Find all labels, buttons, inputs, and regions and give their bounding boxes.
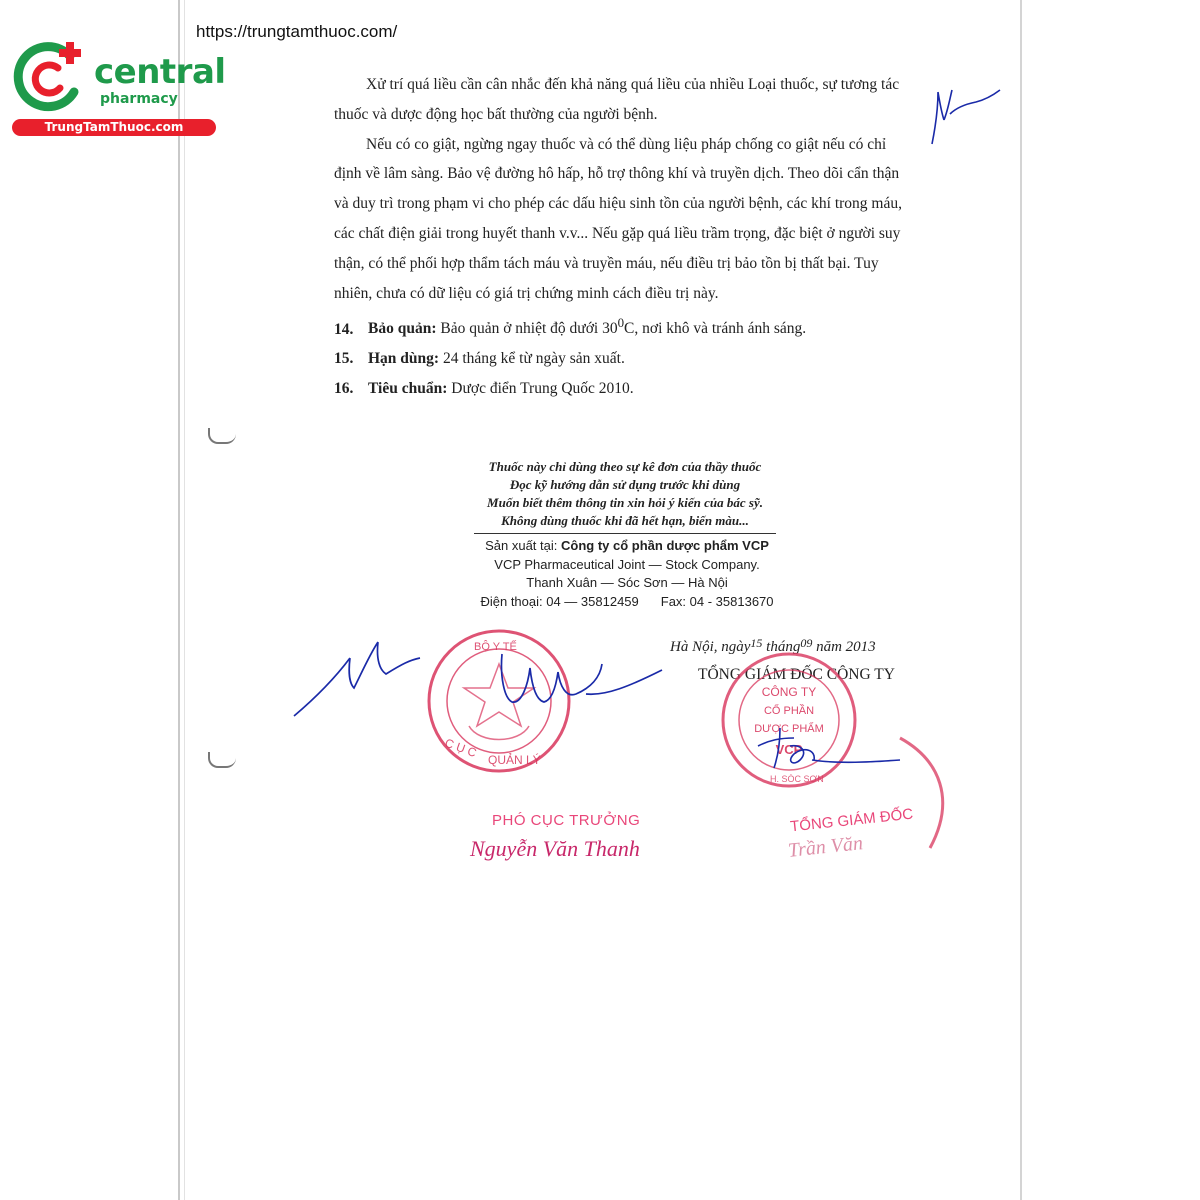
- item-number: 14.: [334, 320, 354, 338]
- pharmacy-cross-icon: [8, 38, 92, 118]
- notice-line: Thuốc này chỉ dùng theo sự kê đơn của thầy thuốc: [488, 459, 762, 474]
- general-director-title: TỔNG GIÁM ĐỐC: [789, 805, 914, 836]
- stamp-line: CỔ PHẦN: [763, 705, 815, 717]
- paper-edge-right: [1020, 0, 1022, 1200]
- item-text-end: C, nơi khô và tránh ánh sáng.: [624, 320, 807, 338]
- svg-text:QUẢN LÝ: QUẢN LÝ: [488, 753, 541, 767]
- stamp-line: VCP: [775, 742, 803, 757]
- director-signature: [750, 716, 910, 786]
- notice-line: Đọc kỹ hướng dẫn sử dụng trước khi dùng: [509, 477, 741, 492]
- item-label: Bảo quản:: [368, 320, 437, 338]
- paragraph-convulsion: Nếu có co giật, ngừng ngay thuốc và có thể dùng liệu pháp chống co giật nếu có chỉ định về lâm sàng. Bảo vệ đường hô hấp, hỗ trợ thông khí và truyền dịch. Theo dõi cẩn thận và duy trì trong phạm vi cho phép các dấu hiệu sinh tồn của người bệnh, các khí trong máu, các chất điện giải trong huyết thanh v.v... Nếu gặp quá liều trầm trọng, đặc biệt ở người suy thận, có thể phối hợp thẩm tách máu và truyền máu, nếu điều trị bảo tồn bị thất bại. Tuy nhiên, chưa có dữ liệu có giá trị chứng minh cách điều trị này.: [334, 135, 902, 302]
- svg-text:BỘ Y TẾ: BỘ Y TẾ: [474, 641, 517, 653]
- deputy-signature: [290, 624, 670, 724]
- item-shelf-life: [334, 344, 914, 374]
- company-fax: Fax: 04 - 35813670: [660, 593, 774, 609]
- item-number: 16.: [334, 380, 354, 398]
- prescription-notice: [460, 458, 790, 530]
- svg-text:C Ụ C: C Ụ C: [442, 735, 479, 760]
- logo-subtitle: pharmacy: [100, 91, 178, 107]
- deputy-director-name: Nguyễn Văn Thanh: [470, 836, 640, 861]
- punch-hole: [208, 428, 236, 444]
- logo-brand: central: [94, 52, 226, 92]
- general-director-name: Trần Văn: [787, 832, 864, 862]
- degree-superscript: 0: [617, 315, 625, 331]
- company-name-vn: Công ty cổ phần dược phẩm VCP: [561, 538, 769, 553]
- item-storage: [334, 308, 914, 344]
- paper-edge-left-inner: [184, 0, 185, 1200]
- source-url[interactable]: https://trungtamthuoc.com/: [196, 22, 398, 41]
- svg-text:H. SÓC SƠN: H. SÓC SƠN: [770, 774, 824, 784]
- notice-line: Muốn biết thêm thông tin xin hỏi ý kiến của bác sỹ.: [487, 495, 763, 510]
- made-at-label: Sản xuất tại:: [485, 538, 558, 553]
- logo-site-bar: TrungTamThuoc.com: [12, 119, 216, 136]
- item-label: Tiêu chuẩn:: [368, 380, 448, 398]
- date-month: 09: [800, 636, 813, 650]
- date-month-word: tháng: [766, 639, 801, 655]
- central-pharmacy-logo[interactable]: [8, 36, 226, 136]
- date-day: 15: [750, 636, 763, 650]
- document-body: [334, 70, 914, 404]
- date-year: năm 2013: [816, 639, 876, 655]
- paper-edge-left: [178, 0, 180, 1200]
- company-address: Thanh Xuân — Sóc Sơn — Hà Nội: [526, 575, 728, 590]
- paragraph-overdose: Xử trí quá liều cần cân nhắc đến khả năng quá liều của nhiều Loại thuốc, sự tương tác thuốc và dược động học bất thường của người bệnh.: [334, 76, 900, 123]
- item-text: Dược điển Trung Quốc 2010.: [447, 380, 634, 398]
- company-phone: Điện thoại: 04 — 35812459: [480, 593, 639, 609]
- company-name-en: VCP Pharmaceutical Joint — Stock Company.: [494, 556, 760, 572]
- date-prefix: Hà Nội, ngày: [670, 639, 751, 655]
- stamp-line: CÔNG TY: [761, 685, 817, 699]
- director-title: TỔNG GIÁM ĐỐC CÔNG TY: [698, 666, 895, 683]
- punch-hole: [208, 752, 236, 768]
- margin-initial-signature: [926, 84, 1006, 154]
- stamp-line: DƯỢC PHẨM: [754, 723, 824, 735]
- notice-divider: [474, 533, 776, 534]
- item-standard: [334, 374, 914, 404]
- item-text: 24 tháng kể từ ngày sản xuất.: [439, 350, 625, 368]
- item-text: Bảo quản ở nhiệt độ dưới 30: [436, 320, 618, 338]
- item-label: Hạn dùng:: [368, 350, 440, 368]
- manufacturer-block: [462, 537, 792, 611]
- item-number: 15.: [334, 350, 354, 368]
- notice-line: Không dùng thuốc khi đã hết hạn, biến màu...: [501, 513, 749, 528]
- deputy-director-title: PHÓ CỤC TRƯỞNG: [492, 812, 641, 829]
